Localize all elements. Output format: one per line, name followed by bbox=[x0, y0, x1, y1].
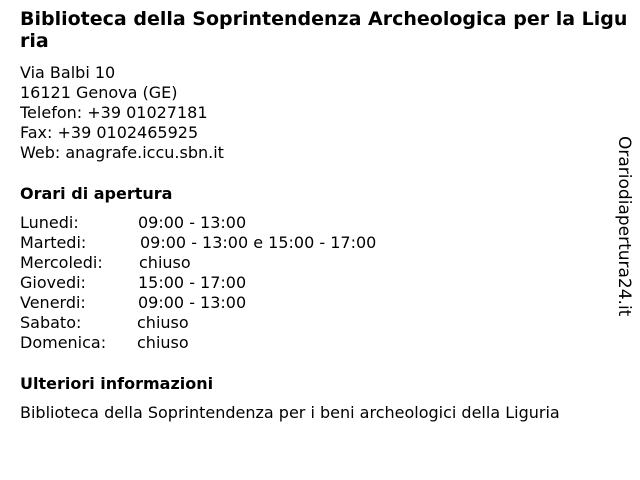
contact-block bbox=[20, 63, 224, 163]
fax-line: Fax: +39 0102465925 bbox=[20, 123, 199, 142]
day-hours: 09:00 - 13:00 bbox=[138, 293, 247, 312]
day-hours: 15:00 - 17:00 bbox=[138, 273, 247, 292]
day-hours: chiuso bbox=[139, 253, 191, 272]
site-watermark: Orariodiapertura24.it bbox=[614, 136, 634, 317]
day-hours: 09:00 - 13:00 bbox=[138, 213, 247, 232]
day-hours: chiuso bbox=[137, 333, 189, 352]
page-title: Biblioteca della Soprintendenza Archeologica per la Liguria bbox=[20, 8, 628, 52]
day-label: Domenica: bbox=[20, 333, 107, 352]
day-label: Venerdi: bbox=[20, 293, 86, 312]
day-label: Lunedi: bbox=[20, 213, 79, 232]
phone-line: Telefon: +39 01027181 bbox=[20, 103, 208, 122]
day-hours: 09:00 - 13:00 e 15:00 - 17:00 bbox=[140, 233, 377, 252]
address-line: Via Balbi 10 bbox=[20, 63, 116, 82]
day-label: Sabato: bbox=[20, 313, 82, 332]
day-label: Giovedi: bbox=[20, 273, 86, 292]
day-label: Martedi: bbox=[20, 233, 87, 252]
web-line: Web: anagrafe.iccu.sbn.it bbox=[20, 143, 224, 162]
hours-heading: Orari di apertura bbox=[20, 184, 173, 203]
info-text: Biblioteca della Soprintendenza per i beni archeologici della Liguria bbox=[20, 403, 560, 422]
day-hours: chiuso bbox=[137, 313, 189, 332]
info-heading: Ulteriori informazioni bbox=[20, 374, 214, 393]
day-label: Mercoledi: bbox=[20, 253, 103, 272]
city-line: 16121 Genova (GE) bbox=[20, 83, 178, 102]
